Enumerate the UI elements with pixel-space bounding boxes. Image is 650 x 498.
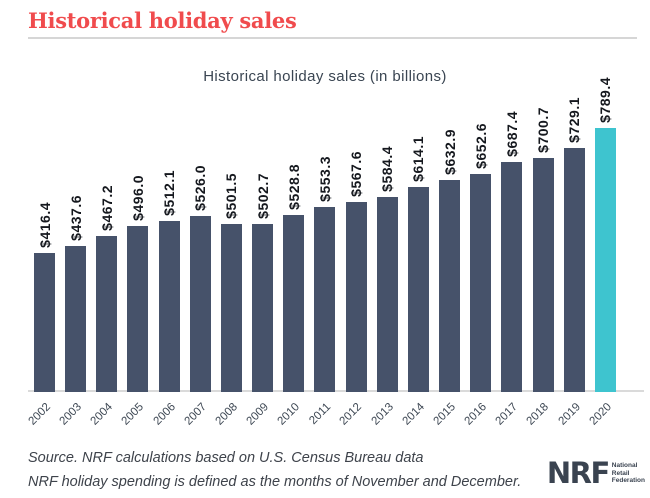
nrf-logo-tagline: [612, 462, 645, 485]
bar-column-2017: [493, 56, 522, 428]
bar-2019: [564, 148, 585, 392]
x-tick-label: 2017: [493, 401, 521, 428]
bar-2017: [501, 162, 522, 392]
x-tick-label: 2008: [213, 401, 240, 428]
bar-value-label: $553.3: [316, 156, 333, 202]
bar-value-label: $789.4: [597, 77, 614, 123]
bar-2002: [34, 253, 55, 392]
bar-value-label: $687.4: [503, 111, 520, 158]
x-tick-label: 2012: [337, 401, 365, 428]
x-tick-label: 2005: [119, 401, 147, 428]
bar-value-label: $437.6: [67, 194, 84, 241]
bar-value-label: $632.9: [441, 129, 458, 176]
x-tick-label: 2014: [400, 401, 427, 428]
bar-column-2006: [151, 56, 180, 428]
bar-column-2019: [556, 56, 585, 428]
page-title: Historical holiday sales: [28, 8, 297, 33]
x-tick-label: 2020: [587, 401, 614, 428]
x-tick-label: 2006: [151, 401, 178, 428]
chart-plot: [26, 56, 616, 428]
x-tick-label: 2013: [369, 401, 396, 428]
x-tick-label: 2004: [88, 401, 116, 428]
bar-value-label: $528.8: [285, 164, 302, 211]
bar-value-label: $700.7: [535, 106, 551, 153]
bar-2005: [127, 226, 148, 392]
bar-value-label: $652.6: [472, 122, 489, 169]
bar-2004: [96, 236, 117, 392]
bar-value-label: $614.1: [410, 135, 427, 182]
bar-value-label: $501.5: [223, 173, 240, 220]
bar-column-2011: [307, 56, 335, 427]
x-tick-label: 2016: [462, 401, 490, 428]
bar-column-2004: [88, 56, 117, 428]
nrf-logo-text: NRF: [546, 456, 609, 490]
bar-column-2020: [587, 56, 616, 428]
bar-column-2003: [57, 56, 86, 428]
bar-2014: [408, 187, 429, 392]
x-tick-label: 2007: [182, 401, 209, 428]
bar-value-label: $496.0: [129, 175, 146, 222]
bar-2009: [252, 224, 273, 392]
bar-column-2018: [524, 56, 554, 428]
x-tick-label: 2011: [307, 401, 334, 427]
chart-title: Historical holiday sales (in billions): [203, 68, 447, 85]
source-line-1: Source. NRF calculations based on U.S. Census Bureau data: [28, 450, 424, 466]
bar-column-2009: [244, 56, 273, 428]
bar-2012: [346, 202, 367, 392]
bar-column-2015: [431, 56, 460, 428]
x-tick-label: 2002: [26, 401, 53, 428]
bar-column-2008: [213, 56, 242, 428]
bar-value-label: $729.1: [566, 97, 583, 144]
x-tick-label: 2019: [556, 401, 583, 428]
bar-2015: [439, 180, 460, 392]
tagline-line: Federation: [611, 477, 645, 485]
x-tick-label: 2018: [524, 401, 552, 428]
x-tick-label: 2009: [244, 401, 272, 428]
bar-value-label: $567.6: [348, 151, 365, 198]
bar-2003: [65, 246, 86, 392]
bar-value-label: $502.7: [254, 173, 271, 219]
bar-column-2007: [182, 56, 211, 428]
bar-2016: [470, 174, 491, 392]
x-tick-label: 2015: [431, 401, 459, 428]
tagline-line: Retail: [611, 469, 630, 477]
bar-2007: [190, 216, 211, 392]
bar-2008: [221, 224, 242, 392]
source-line-2: NRF holiday spending is defined as the months of November and December.: [28, 474, 522, 490]
bar-column-2005: [119, 56, 148, 428]
x-tick-label: 2003: [57, 401, 85, 428]
source-note: [28, 449, 521, 497]
bar-column-2002: [26, 56, 55, 428]
bar-column-2016: [462, 56, 491, 428]
bar-2010: [283, 215, 304, 392]
x-tick-label: 2010: [275, 401, 303, 428]
nrf-logo: [546, 456, 645, 490]
bar-2020: [595, 128, 616, 392]
tagline-line: National: [611, 462, 638, 470]
bar-2018: [533, 158, 554, 392]
bar-2013: [377, 197, 398, 392]
bar-2011: [314, 207, 335, 392]
bar-2006: [159, 221, 180, 392]
bar-value-label: $467.2: [98, 184, 115, 231]
bar-column-2012: [337, 56, 367, 428]
bar-value-label: $526.0: [192, 165, 209, 212]
bar-column-2014: [400, 56, 429, 428]
header-divider: [28, 37, 637, 39]
bar-value-label: $416.4: [36, 201, 53, 248]
bar-column-2010: [275, 56, 304, 428]
bar-column-2013: [369, 56, 398, 428]
bar-value-label: $512.1: [161, 169, 178, 216]
bar-value-label: $584.4: [379, 145, 396, 192]
